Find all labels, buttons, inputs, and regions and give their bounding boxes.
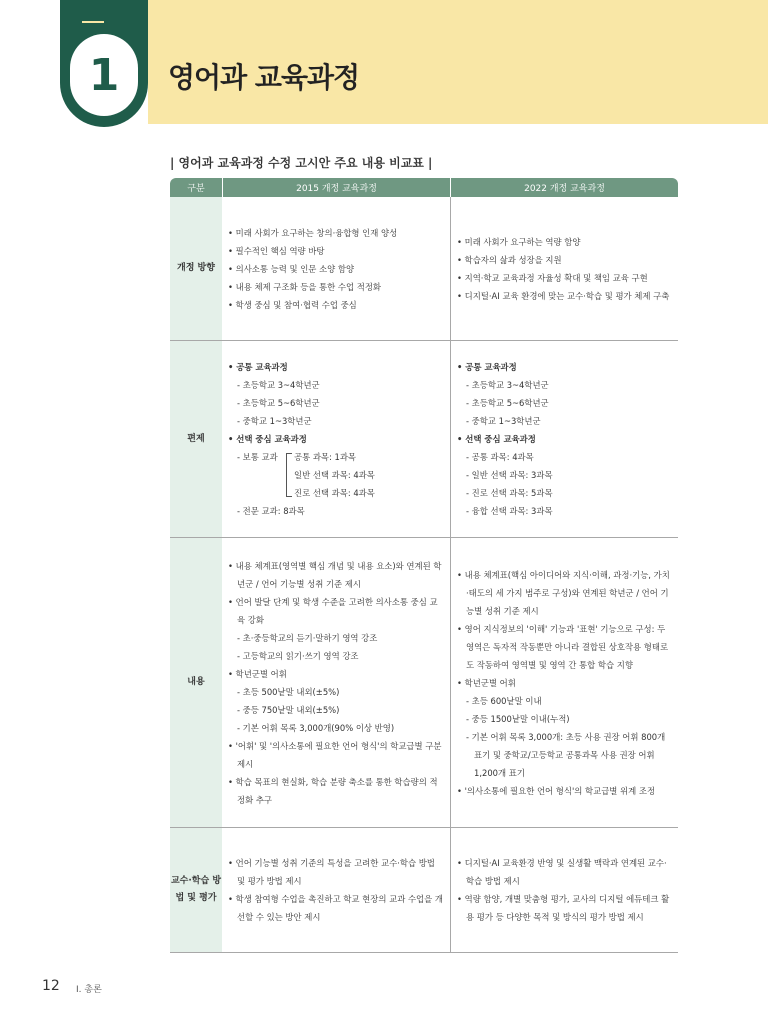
list-item: - 중등 1500낱말 이내(누적): [466, 713, 570, 724]
header-2022: 2022 개정 교육과정: [450, 178, 678, 197]
list-item: • 미래 사회가 요구하는 역량 함양: [457, 236, 581, 247]
list-item: 진로 선택 과목: 4과목: [294, 488, 375, 498]
list-item: 일반 선택 과목: 4과목: [294, 470, 375, 480]
table-row-direction: [170, 197, 678, 341]
list-heading: • 선택 중심 교육과정: [228, 434, 307, 444]
list-item: - 초등학교 5~6학년군: [237, 398, 320, 408]
list-item: - 초등 600낱말 이내: [466, 695, 542, 706]
row-label-content: 내용: [170, 538, 222, 827]
cell-direction-2015: [222, 197, 450, 340]
list-item: • 미래 사회가 요구하는 창의·융합형 인재 양성: [228, 227, 398, 238]
list-heading: • 공통 교육과정: [228, 362, 288, 372]
list-item: • 학생 중심 및 참여·협력 수업 중심: [228, 299, 357, 310]
page-number: 12: [42, 978, 60, 994]
list-item: • '의사소통에 필요한 언어 형식'의 학교급별 위계 조정: [457, 785, 656, 796]
cell-organization-2015: [222, 341, 450, 537]
brace-label: - 보통 교과: [237, 452, 278, 462]
list-item: 공통 과목: 1과목: [294, 452, 357, 462]
brace-bracket: [286, 453, 292, 497]
list-item: • 내용 체제 구조화 등을 통한 수업 적정화: [228, 281, 382, 292]
header-2015: 2015 개정 교육과정: [222, 178, 450, 197]
list-item: • 언어 발달 단계 및 학생 수준을 고려한 의사소통 중심 교육 강화: [228, 596, 438, 625]
cell-content-2015: [222, 538, 450, 827]
cell-organization-2022: [450, 341, 678, 537]
list-item: - 초등 500낱말 내외(±5%): [237, 686, 340, 697]
list-item: • 학년군별 어휘: [457, 677, 516, 688]
page-section-label: Ⅰ. 총론: [76, 985, 102, 995]
list-item: - 공통 과목: 4과목: [466, 452, 534, 462]
list-item: - 진로 선택 과목: 5과목: [466, 488, 553, 498]
cell-teaching-2022: [450, 828, 678, 952]
list-item: • 역량 함양, 개별 맞춤형 평가, 교사의 디지털 에듀테크 활용 평가 등 다양한 목적 및 방식의 평가 방법 제시: [457, 894, 670, 922]
list-item: - 초·중등학교의 듣기·말하기 영역 강조: [237, 632, 378, 643]
cell-direction-2022: [450, 197, 678, 340]
list-item: - 초등학교 3~4학년군: [466, 380, 549, 390]
list-item: - 중등 750낱말 내외(±5%): [237, 704, 340, 715]
list-item: • 디지털·AI 교육 환경에 맞는 교수·학습 및 평가 체제 구축: [457, 290, 670, 301]
list-item: • 학생 참여형 수업을 촉진하고 학교 현장의 교과 수업을 개선할 수 있는 방안 제시: [228, 894, 443, 922]
list-item: - 일반 선택 과목: 3과목: [466, 470, 553, 480]
list-item: • 학습자의 삶과 성장을 지원: [457, 254, 562, 265]
list-item: • 지역·학교 교육과정 자율성 확대 및 책임 교육 구현: [457, 272, 648, 283]
list-item: • 디지털·AI 교육환경 반영 및 실생활 맥락과 연계된 교수·학습 방법 제시: [457, 858, 667, 886]
row-label-organization: 편제: [170, 341, 222, 537]
list-item: - 전문 교과: 8과목: [237, 506, 305, 516]
chapter-number: 1: [70, 34, 138, 116]
row-label-teaching: 교수·학습 방법 및 평가: [170, 828, 222, 952]
cell-content-2022: [450, 538, 678, 827]
table-row-organization: [170, 341, 678, 538]
list-item: • 내용 체계표(핵심 아이디어와 지식·이해, 과정·기능, 가치·태도의 세 가지 범주로 구성)와 연계된 학년군 / 언어 기능별 성취 기준 제시: [457, 569, 670, 616]
list-item: - 고등학교의 읽기·쓰기 영역 강조: [237, 650, 359, 661]
header-category: 구분: [170, 178, 222, 197]
row-label-direction: 개정 방향: [170, 197, 222, 340]
list-item: • 언어 기능별 성취 기준의 특성을 고려한 교수·학습 방법 및 평가 방법 제시: [228, 858, 435, 886]
chapter-title: 영어과 교육과정: [168, 61, 360, 94]
list-heading: • 공통 교육과정: [457, 362, 517, 372]
list-item: - 초등학교 3~4학년군: [237, 380, 320, 390]
list-item: • '어휘' 및 '의사소통에 필요한 언어 형식'의 학교급별 구분 제시: [228, 740, 442, 769]
chapter-tab-line: [82, 21, 104, 23]
list-item: • 내용 체계표(영역별 핵심 개념 및 내용 요소)와 연계된 학년군 / 언어 기능별 성취 기준 제시: [228, 560, 442, 589]
table-row-content: [170, 538, 678, 828]
list-item: • 필수적인 핵심 역량 바탕: [228, 245, 325, 256]
list-heading: • 선택 중심 교육과정: [457, 434, 536, 444]
table-caption: | 영어과 교육과정 수정 고시안 주요 내용 비교표 |: [170, 156, 433, 170]
table-row-teaching: [170, 828, 678, 953]
list-item: - 융합 선택 과목: 3과목: [466, 506, 553, 516]
list-item: • 의사소통 능력 및 인문 소양 함양: [228, 263, 355, 274]
list-item: • 학년군별 어휘: [228, 668, 287, 679]
list-item: - 중학교 1~3학년군: [237, 416, 312, 426]
list-item: • 영어 지식정보의 '이해' 기능과 '표현' 기능으로 구성: 두 영역은 독자적 작동뿐만 아니라 결합된 상호작용 형태로도 작동하여 영역별 및 영역 간 통합 학습 지향: [457, 623, 669, 670]
cell-teaching-2015: [222, 828, 450, 952]
comparison-table: [170, 178, 678, 953]
brace-items: [294, 448, 375, 502]
list-item: - 기본 어휘 목록 3,000개(90% 이상 반영): [237, 722, 395, 733]
list-item: - 기본 어휘 목록 3,000개: 초등 사용 권장 어휘 800개 표기 및 중학교/고등학교 공통과목 사용 권장 어휘 1,200개 표기: [466, 731, 666, 778]
list-item: - 중학교 1~3학년군: [466, 416, 541, 426]
list-item: - 초등학교 5~6학년군: [466, 398, 549, 408]
table-header-row: [170, 178, 678, 197]
list-item: • 학습 목표의 현실화, 학습 분량 축소를 통한 학습량의 적정화 추구: [228, 776, 438, 805]
chapter-tab: [60, 0, 148, 24]
brace-group: [228, 448, 444, 502]
